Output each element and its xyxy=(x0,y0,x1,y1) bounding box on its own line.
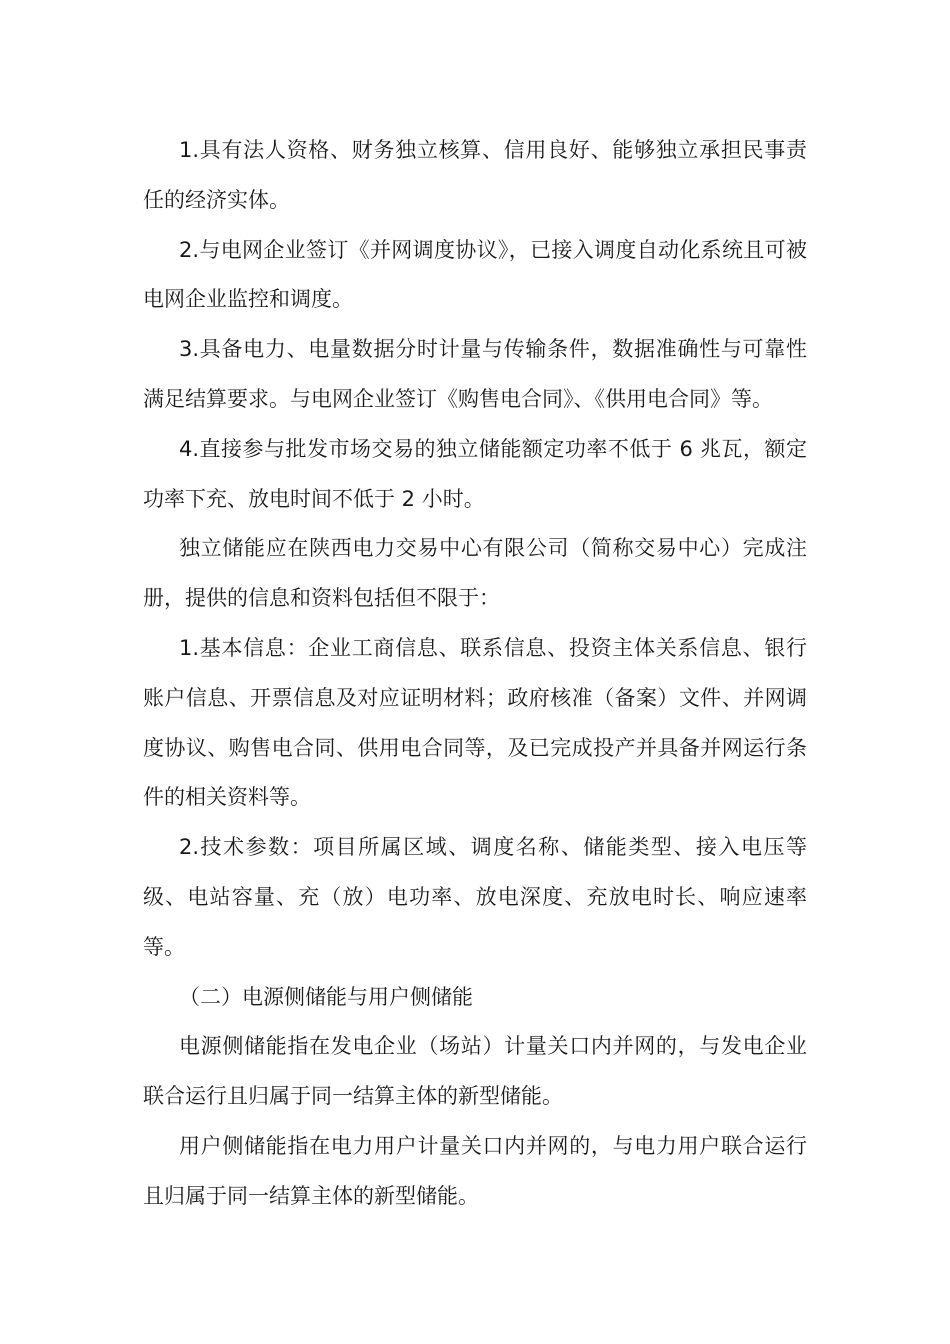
paragraph-requirement-3: 3.具备电力、电量数据分时计量与传输条件，数据准确性与可靠性满足结算要求。与电网企业签订《购售电合同》、《供用电合同》等。 xyxy=(143,337,807,411)
paragraph-requirement-4: 4.直接参与批发市场交易的独立储能额定功率不低于 6 兆瓦，额定功率下充、放电时间不低于 2 小时。 xyxy=(143,436,807,511)
paragraph-technical-params: 2.技术参数：项目所属区域、调度名称、储能类型、接入电压等级、电站容量、充（放）电功率、放电深度、充放电时长、响应速率等。 xyxy=(143,835,807,959)
paragraph-registration: 独立储能应在陕西电力交易中心有限公司（简称交易中心）完成注册，提供的信息和资料包括但不限于： xyxy=(143,536,807,611)
paragraph-requirement-2: 2.与电网企业签订《并网调度协议》，已接入调度自动化系统且可被电网企业监控和调度。 xyxy=(143,237,807,312)
section-heading: （二）电源侧储能与用户侧储能 xyxy=(179,984,473,1009)
paragraph-requirement-1: 1.具有法人资格、财务独立核算、信用良好、能够独立承担民事责任的经济实体。 xyxy=(143,138,807,212)
paragraph-source-side-storage: 电源侧储能指在发电企业（场站）计量关口内并网的，与发电企业联合运行且归属于同一结算主体的新型储能。 xyxy=(143,1034,807,1109)
paragraph-user-side-storage: 用户侧储能指在电力用户计量关口内并网的，与电力用户联合运行且归属于同一结算主体的新型储能。 xyxy=(143,1133,807,1208)
paragraph-basic-info: 1.基本信息：企业工商信息、联系信息、投资主体关系信息、银行账户信息、开票信息及对应证明材料；政府核准（备案）文件、并网调度协议、购售电合同、供用电合同等，及已完成投产并具备并网运行条件的相关资料等。 xyxy=(143,635,807,810)
document-body xyxy=(143,126,807,1222)
